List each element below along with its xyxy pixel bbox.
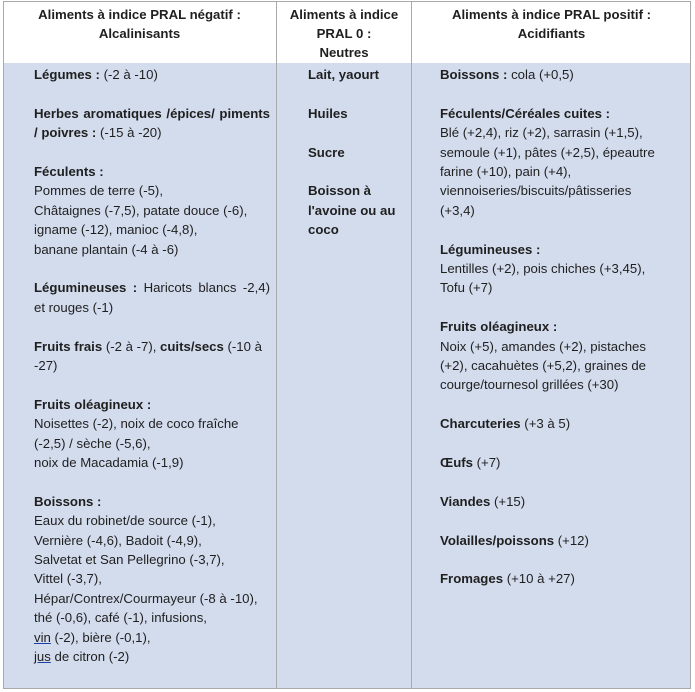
category-label: Œufs: [440, 455, 473, 471]
item-line: Salvetat et San Pellegrino (-3,7),: [34, 552, 225, 568]
category-label: Féculents/Céréales cuites :: [440, 105, 611, 121]
underlined-word: vin: [34, 629, 51, 645]
category-label: Légumes :: [34, 67, 100, 82]
entry-volailles: [440, 531, 666, 550]
category-value: (-10 à -27): [34, 338, 262, 374]
neutral-item: Boisson à l'avoine ou au coco: [308, 183, 396, 238]
category-label: Boissons :: [440, 67, 508, 82]
entry-legumineuses: [440, 240, 666, 298]
table-border-bottom: [3, 688, 691, 689]
category-label: Viandes: [440, 493, 491, 509]
header-alcalinisants: [3, 1, 276, 64]
category-label: Volailles/poissons: [440, 532, 555, 548]
item-line: banane plantain (-4 à -6): [34, 241, 179, 257]
item-line: Vittel (-3,7),: [34, 571, 102, 587]
column-divider: [411, 1, 412, 689]
neutral-item: Lait, yaourt: [308, 67, 380, 82]
category-value: (+15): [490, 493, 526, 509]
underlined-word: jus: [34, 649, 51, 665]
category-label: Fruits oléagineux :: [440, 319, 558, 335]
category-label: Herbes aromatiques /épices/ piments / poivres :: [34, 105, 270, 141]
neutral-item: Huiles: [308, 105, 348, 121]
header-line: Neutres: [319, 45, 369, 60]
category-label: cuits/secs: [160, 338, 224, 354]
item-line: noix de Macadamia (-1,9): [34, 455, 184, 471]
category-value: (+7): [472, 455, 501, 471]
entry-boissons: [440, 65, 666, 84]
header-line: Aliments à indice PRAL négatif :: [38, 7, 241, 22]
item-line: igname (-12), manioc (-4,8),: [34, 222, 198, 238]
entry-oleagineux: [440, 317, 666, 395]
category-label: Fromages: [440, 571, 504, 587]
entry-boissons: [34, 492, 270, 667]
entry-oeufs: [440, 453, 666, 472]
alcalinisants-list: [34, 65, 270, 686]
acidifiants-list: [440, 65, 666, 608]
category-value: (-2 à -10): [99, 67, 158, 82]
header-neutres: [277, 1, 411, 64]
category-value: Lentilles (+2), pois chiches (+3,45), Tofu (+7): [440, 261, 646, 296]
header-line: Acidifiants: [517, 26, 586, 41]
category-value: (-2 à -7),: [102, 338, 161, 354]
entry-fruits-frais: [34, 337, 270, 376]
entry-fromages: [440, 569, 666, 588]
neutres-list: [308, 65, 408, 259]
column-divider: [276, 1, 277, 689]
table-border-left: [3, 1, 4, 689]
category-label: Légumineuses :: [34, 280, 138, 296]
category-label: Fruits frais: [34, 338, 103, 354]
entry-oleagineux: [34, 395, 270, 473]
header-line: Aliments à indice PRAL positif :: [451, 7, 652, 22]
entry-viandes: [440, 492, 666, 511]
category-label: Féculents :: [34, 164, 104, 179]
item-line: Vernière (-4,6), Badoit (-4,9),: [34, 532, 202, 548]
table-border-right: [690, 1, 691, 689]
category-value: Haricots blancs -2,4) et rouges (-1): [34, 280, 270, 315]
category-value: (-15 à -20): [96, 125, 162, 141]
category-label: Fruits oléagineux :: [34, 396, 152, 412]
category-value: (+10 à +27): [503, 571, 575, 587]
header-line: Aliments à indice: [289, 7, 399, 22]
item-line: Pommes de terre (-5),: [34, 183, 163, 199]
category-value: cola (+0,5): [507, 67, 574, 82]
header-line: PRAL 0 :: [316, 26, 372, 41]
header-acidifiants: [412, 1, 691, 64]
category-value: (+3 à 5): [520, 416, 571, 432]
category-value: Noix (+5), amandes (+2), pistaches (+2), cacahuètes (+5,2), graines de courge/tournesol grillées (+30): [440, 338, 646, 393]
item-line: Eaux du robinet/de source (-1),: [34, 513, 216, 529]
category-value: (+12): [554, 532, 589, 548]
category-label: Boissons :: [34, 493, 102, 509]
item-line: Noisettes (-2), noix de coco fraîche (-2,5) / sèche (-5,6),: [34, 416, 239, 451]
header-line: Alcalinisants: [98, 26, 181, 41]
category-label: Légumineuses :: [440, 241, 541, 257]
entry-herbes: [34, 104, 270, 143]
entry-feculents: [34, 162, 270, 259]
item-line: (-2), bière (-0,1),: [50, 629, 151, 645]
entry-legumineuses: [34, 278, 270, 317]
pral-table: [3, 1, 691, 689]
item-line: de citron (-2): [50, 649, 130, 665]
entry-charcuteries: [440, 414, 666, 433]
entry-legumes: [34, 65, 270, 84]
category-value: Blé (+2,4), riz (+2), sarrasin (+1,5), semoule (+1), pâtes (+2,5), épeautre farine (+10), pain (+4), viennoiseries/biscuits/pâtisseries (+3,4): [440, 125, 655, 218]
item-line: Châtaignes (-7,5), patate douce (-6),: [34, 202, 248, 218]
entry-feculents: [440, 104, 666, 220]
neutral-item: Sucre: [308, 144, 345, 160]
item-line: Hépar/Contrex/Courmayeur (-8 à -10), thé (-0,6), café (-1), infusions,: [34, 590, 258, 626]
category-label: Charcuteries: [440, 416, 521, 432]
